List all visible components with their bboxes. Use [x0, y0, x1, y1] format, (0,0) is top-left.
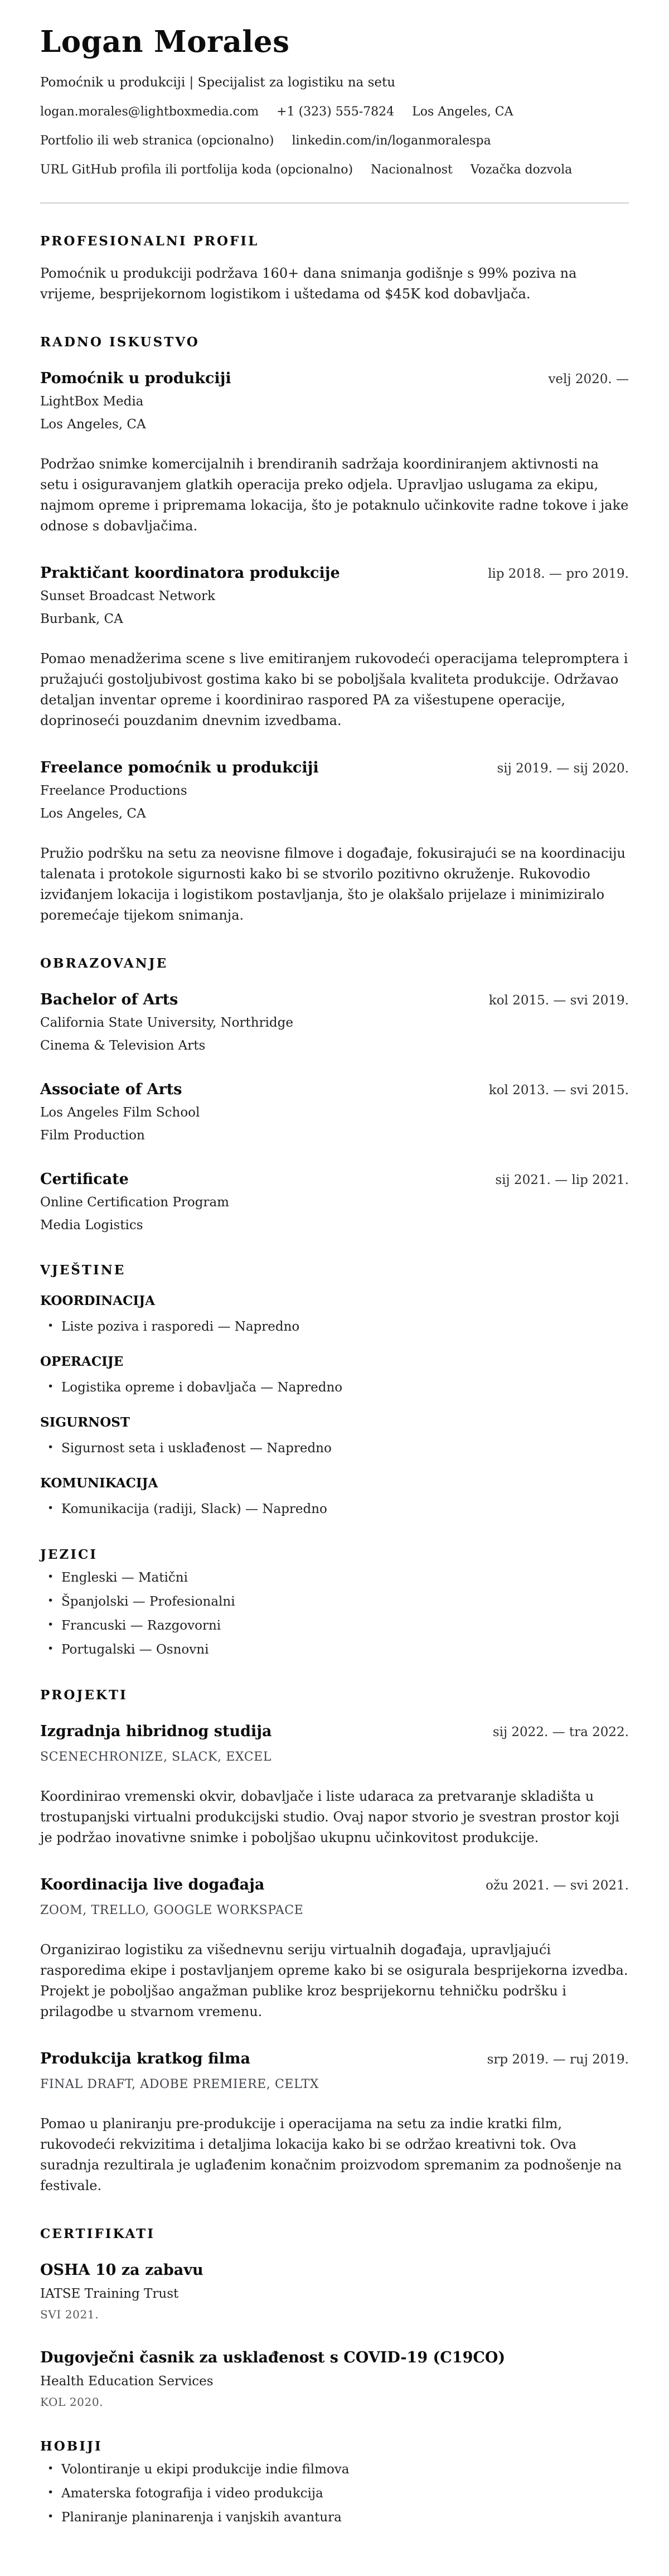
- section-title-certifications: CERTIFIKATI: [40, 2226, 156, 2242]
- section-projects: [40, 1688, 629, 2196]
- certification-date: SVI 2021.: [40, 2308, 99, 2322]
- job-title: Praktičant koordinatora produkcije: [40, 564, 340, 582]
- certification-issuer: IATSE Training Trust: [40, 2287, 179, 2302]
- job-description: Podržao snimke komercijalnih i brendiranih sadržaja koordiniranjem aktivnosti na setu i osiguravanjem glatkih operacija preko odjela. Upravljao uslugama za ekipu, najmom opreme i pripremama lokacija, što je potaknulo učinkovite radne tokove i jake odnose s dobavljačima.: [40, 456, 629, 534]
- job-entry: [40, 370, 629, 537]
- project-description: Koordinirao vremenski okvir, dobavljače i liste udaraca za pretvaranje skladišta u trostupanjski virtualni produkcijski studio. Ovaj napor stvorio je svestran prostor koji je podržao inovativne snimke i poboljšao ukupnu učinkovitost produkcije.: [40, 1789, 619, 1846]
- section-skills: [40, 1263, 629, 1517]
- certification-title: OSHA 10 za zabavu: [40, 2261, 203, 2279]
- job-dates: sij 2019. — sij 2020.: [497, 761, 629, 776]
- project-dates: srp 2019. — ruj 2019.: [487, 2052, 629, 2067]
- education-dates: kol 2015. — svi 2019.: [488, 993, 629, 1008]
- education-header: [40, 991, 629, 1008]
- skill-item: • Sigurnost seta i usklađenost — Napredno: [40, 1441, 629, 1457]
- field-of-study: Cinema & Television Arts: [40, 1038, 206, 1053]
- education-header: [40, 1171, 629, 1188]
- header-divider: [40, 202, 629, 204]
- job-company: Freelance Productions: [40, 784, 187, 799]
- job-entry: [40, 564, 629, 731]
- job-title: Pomoćnik u produkciji: [40, 370, 231, 388]
- section-languages: [40, 1547, 629, 1657]
- hobby-list: [40, 2462, 629, 2525]
- job-location: Los Angeles, CA: [40, 417, 146, 432]
- certification-issuer: Health Education Services: [40, 2374, 214, 2389]
- project-header: [40, 1876, 629, 1893]
- resume-header: [40, 26, 629, 177]
- skill-list: [40, 1319, 629, 1335]
- job-dates: velj 2020. —: [548, 372, 629, 387]
- contact-row-links: [40, 134, 629, 148]
- candidate-name: Logan Morales: [40, 25, 290, 59]
- school-name: California State University, Northridge: [40, 1016, 293, 1031]
- skill-category: OPERACIJE: [40, 1354, 124, 1370]
- skill-category: SIGURNOST: [40, 1414, 130, 1430]
- language-item: • Portugalski — Osnovni: [40, 1642, 629, 1658]
- job-entry: [40, 759, 629, 926]
- skill-list: [40, 1441, 629, 1457]
- project-description: Pomao u planiranju pre-produkcije i operacijama na setu za indie kratki film, rukovodeći rekvizitima i detaljima lokacija kako bi se održao kreativni tok. Ova suradnja rezultirala je uglađenim konačnim proizvodom spremanim za podnošenje na festivale.: [40, 2116, 622, 2194]
- profile-summary: Pomoćnik u produkciji podržava 160+ dana snimanja godišnje s 99% poziva na vrijeme, besprijekornom logistikom i uštedama od $45K kod dobavljača.: [40, 265, 577, 302]
- section-title-projects: PROJEKTI: [40, 1688, 128, 1703]
- project-tech: ZOOM, TRELLO, GOOGLE WORKSPACE: [40, 1903, 304, 1918]
- certification-date: KOL 2020.: [40, 2395, 104, 2409]
- project-description: Organizirao logistiku za višednevnu seriju virtualnih događaja, upravljajući rasporedima ekipe i postavljanjem opreme kako bi se osigurala besprijekorna izvedba. Projekt je poboljšao angažman publike kroz besprijekornu tehničku podršku i prilagodbe u stvarnom vremenu.: [40, 1942, 628, 2020]
- project-tech: FINAL DRAFT, ADOBE PREMIERE, CELTX: [40, 2077, 319, 2092]
- section-title-education: OBRAZOVANJE: [40, 956, 168, 972]
- job-header: [40, 564, 629, 582]
- project-entry: [40, 2050, 629, 2196]
- skill-item: • Liste poziva i rasporedi — Napredno: [40, 1319, 629, 1335]
- job-description: Pružio podršku na setu za neovisne filmove i događaje, fokusirajući se na koordinaciju talenata i protokole sigurnosti kako bi se stvorilo pozitivno okruženje. Rukovodio izviđanjem lokacija i logistikom postavljanja, što je olakšalo prijelaze i minimiziralo poremećaje tijekom snimanja.: [40, 845, 626, 924]
- project-title: Produkcija kratkog filma: [40, 2050, 250, 2068]
- education-header: [40, 1081, 629, 1098]
- degree-title: Certificate: [40, 1171, 129, 1188]
- hobby-item: • Planiranje planinarenja i vanjskih avantura: [40, 2510, 629, 2526]
- language-item: • Engleski — Matični: [40, 1570, 629, 1586]
- section-title-experience: RADNO ISKUSTVO: [40, 335, 200, 350]
- linkedin-text: linkedin.com/in/loganmoralespa: [292, 134, 491, 148]
- job-company: LightBox Media: [40, 394, 144, 409]
- school-name: Online Certification Program: [40, 1195, 229, 1210]
- degree-title: Bachelor of Arts: [40, 991, 178, 1009]
- school-name: Los Angeles Film School: [40, 1105, 200, 1120]
- certification-entry: [40, 2349, 629, 2409]
- job-company: Sunset Broadcast Network: [40, 589, 215, 604]
- education-entry: [40, 991, 629, 1053]
- project-entry: [40, 1876, 629, 2022]
- skill-category: KOORDINACIJA: [40, 1293, 155, 1309]
- section-title-skills: VJEŠTINE: [40, 1263, 126, 1278]
- certification-title: Dugovječni časnik za usklađenost s COVID-19 (C19CO): [40, 2349, 506, 2367]
- nationality-text: Nacionalnost: [371, 163, 453, 177]
- skill-item: • Logistika opreme i dobavljača — Napredno: [40, 1380, 629, 1396]
- project-dates: sij 2022. — tra 2022.: [492, 1725, 629, 1740]
- candidate-headline: Pomoćnik u produkciji | Specijalist za logistiku na setu: [40, 75, 396, 90]
- hobby-item: • Volontiranje u ekipi produkcije indie filmova: [40, 2462, 629, 2478]
- project-entry: [40, 1723, 629, 1848]
- job-location: Burbank, CA: [40, 612, 123, 627]
- hobby-item: • Amaterska fotografija i video produkcija: [40, 2486, 629, 2502]
- field-of-study: Media Logistics: [40, 1218, 143, 1233]
- contact-row-extra: [40, 163, 629, 177]
- skill-item: • Komunikacija (radiji, Slack) — Napredno: [40, 1501, 629, 1517]
- project-dates: ožu 2021. — svi 2021.: [486, 1878, 629, 1893]
- education-dates: kol 2013. — svi 2015.: [488, 1083, 629, 1098]
- skill-list: [40, 1501, 629, 1517]
- section-experience: [40, 335, 629, 926]
- job-header: [40, 370, 629, 387]
- certification-entry: [40, 2261, 629, 2321]
- section-certifications: [40, 2226, 629, 2409]
- section-title-hobbies: HOBIJI: [40, 2439, 103, 2454]
- language-item: • Španjolski — Profesionalni: [40, 1594, 629, 1610]
- job-dates: lip 2018. — pro 2019.: [488, 567, 629, 582]
- section-profile: [40, 234, 629, 305]
- language-item: • Francuski — Razgovorni: [40, 1618, 629, 1634]
- job-header: [40, 759, 629, 776]
- section-education: [40, 956, 629, 1233]
- skill-category: KOMUNIKACIJA: [40, 1475, 158, 1491]
- education-entry: [40, 1171, 629, 1233]
- section-title-profile: PROFESIONALNI PROFIL: [40, 234, 259, 249]
- project-title: Izgradnja hibridnog studija: [40, 1723, 272, 1741]
- degree-title: Associate of Arts: [40, 1081, 182, 1099]
- location-text: Los Angeles, CA: [412, 105, 513, 119]
- field-of-study: Film Production: [40, 1128, 145, 1143]
- language-list: [40, 1570, 629, 1657]
- project-header: [40, 2050, 629, 2067]
- github-placeholder-text: URL GitHub profila ili portfolija koda (opcionalno): [40, 163, 353, 177]
- education-entry: [40, 1081, 629, 1143]
- portfolio-placeholder-text: Portfolio ili web stranica (opcionalno): [40, 134, 274, 148]
- job-location: Los Angeles, CA: [40, 806, 146, 821]
- email-text: logan.morales@lightboxmedia.com: [40, 105, 259, 119]
- education-dates: sij 2021. — lip 2021.: [495, 1173, 629, 1188]
- skill-list: [40, 1380, 629, 1396]
- job-title: Freelance pomoćnik u produkciji: [40, 759, 319, 777]
- project-title: Koordinacija live događaja: [40, 1876, 265, 1894]
- contact-row-primary: [40, 105, 629, 119]
- section-hobbies: [40, 2439, 629, 2525]
- project-tech: SCENECHRONIZE, SLACK, EXCEL: [40, 1750, 272, 1765]
- job-description: Pomao menadžerima scene s live emitiranjem rukovodeći operacijama telepromptera i pružajući gostoljubivost gostima kako bi se poboljšala kvaliteta produkcije. Održavao detaljan inventar opreme i koordinirao raspored PA za višestupene operacije, doprinoseći pouzdanim dnevnim izvedbama.: [40, 651, 628, 729]
- phone-text: +1 (323) 555-7824: [277, 105, 395, 119]
- section-title-languages: JEZICI: [40, 1547, 98, 1563]
- project-header: [40, 1723, 629, 1740]
- drivers-license-text: Vozačka dozvola: [470, 163, 573, 177]
